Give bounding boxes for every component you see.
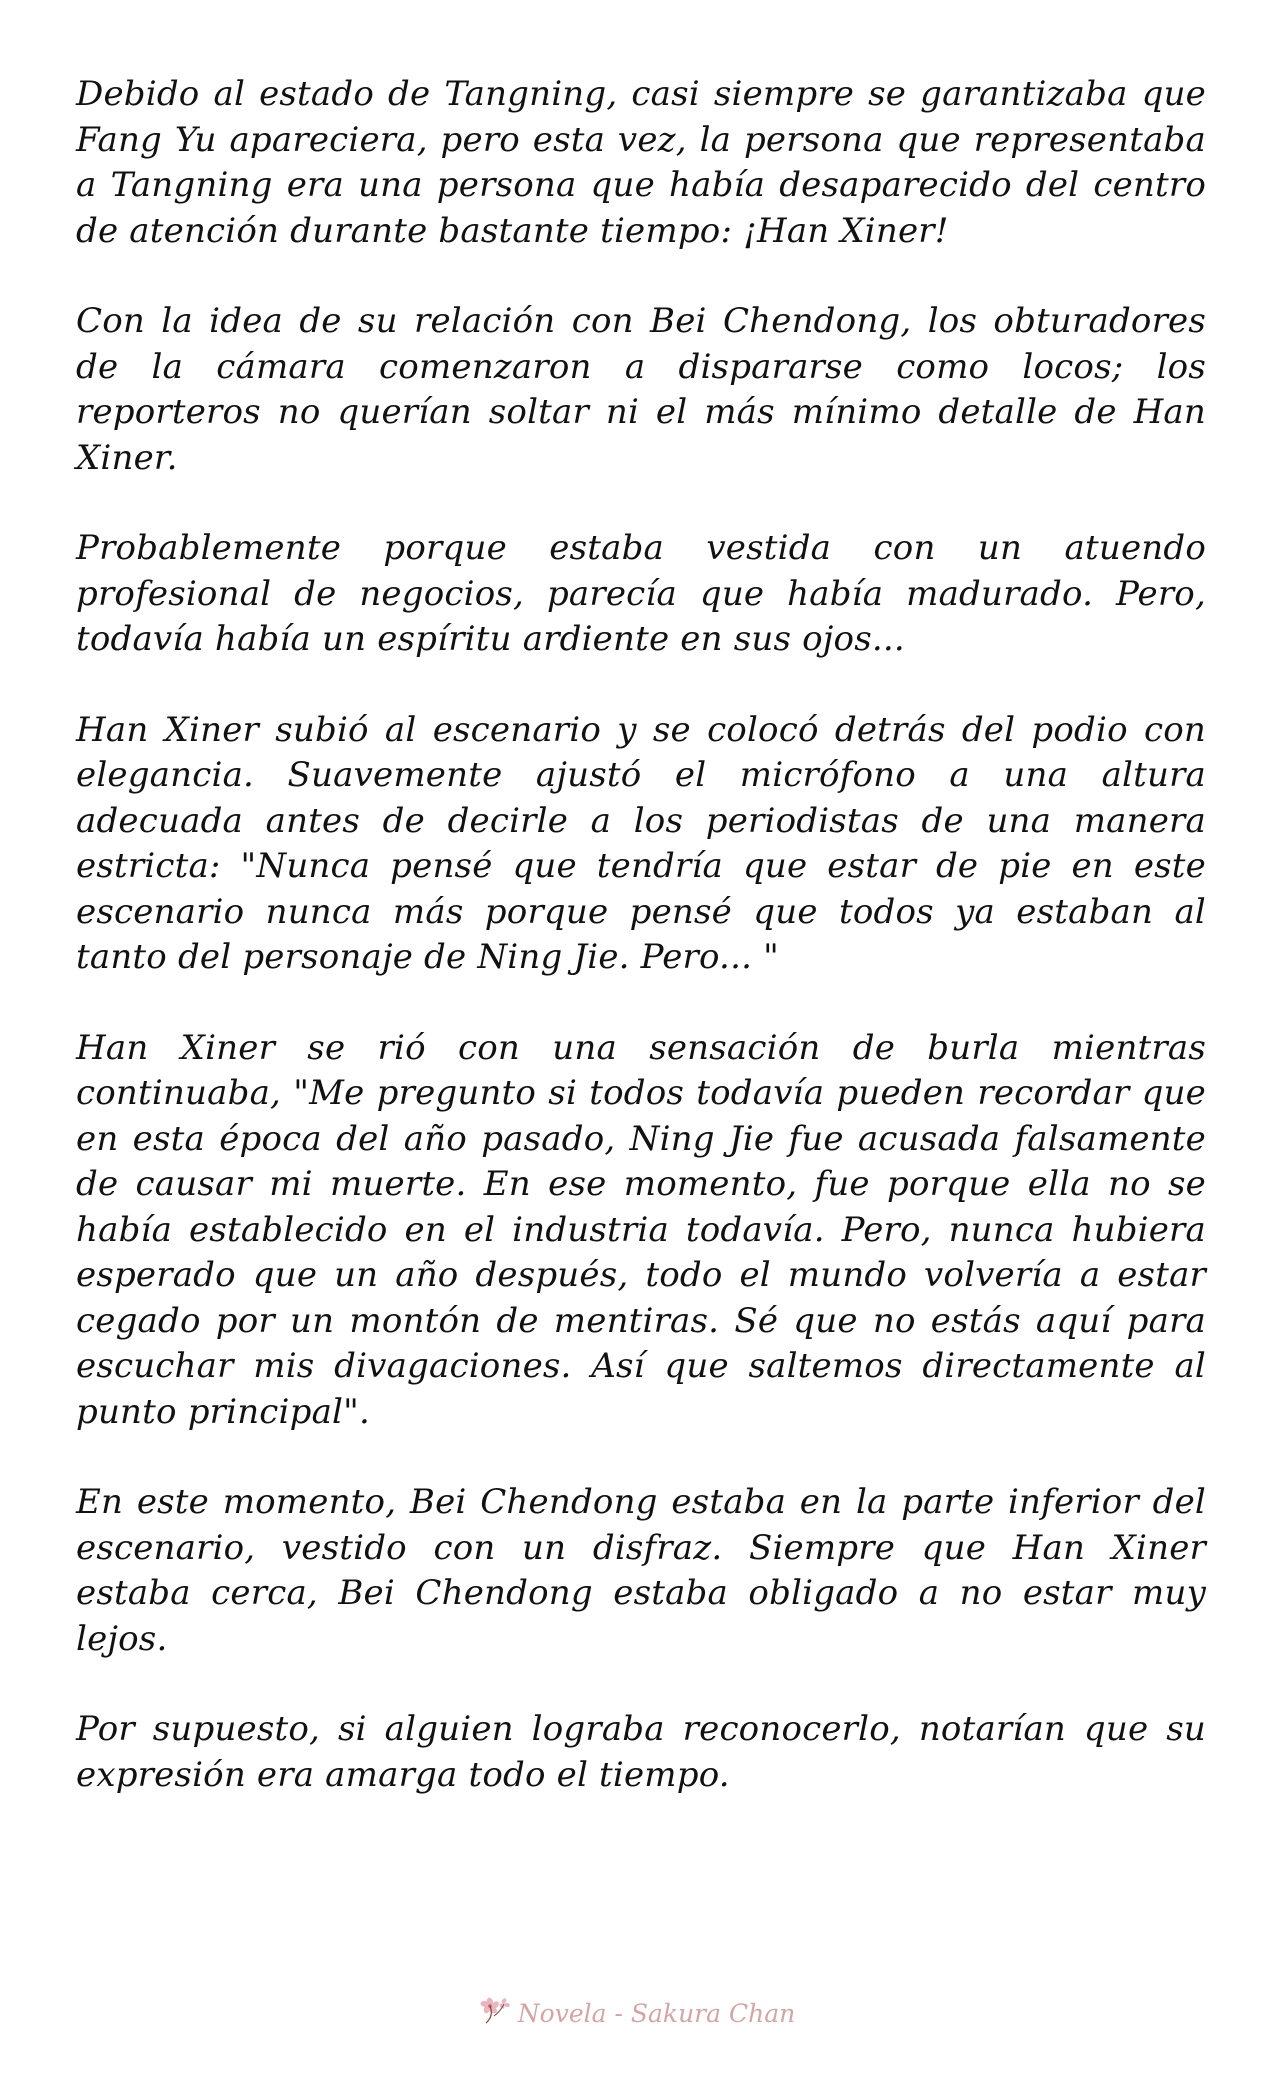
paragraph-7: Por supuesto, si alguien lograba reconocerlo, notarían que su expresión era amarga todo el tiempo. — [76, 1709, 1206, 1795]
paragraph-5: Han Xiner se rió con una sensación de burla mientras continuaba, "Me pregunto si todos todavía pueden recordar que en esta época del año pasado, Ning Jie fue acusada falsamente de causar mi muerte. En ese momento, fue porque ella no se había establecido en el industria todavía. Pero, nunca hubiera esperado que un año después, todo el mundo volvería a estar cegado por un montón de mentiras. Sé que no estás aquí para escuchar mis divagaciones. Así que saltemos directamente al punto principal". — [76, 1027, 1206, 1432]
paragraph-1: Debido al estado de Tangning, casi siempre se garantizaba que Fang Yu apareciera, pero esta vez, la persona que representaba a Tangning era una persona que había desaparecido del centro de atención durante bastante tiempo: ¡Han Xiner! — [76, 74, 1206, 251]
document-body — [76, 72, 1206, 1843]
paragraph-6: En este momento, Bei Chendong estaba en la parte inferior del escenario, vestido con un disfraz. Siempre que Han Xiner estaba cerca, Bei Chendong estaba obligado a no estar muy lejos. — [76, 1482, 1206, 1659]
paragraph-2: Con la idea de su relación con Bei Chendong, los obturadores de la cámara comenzaron a dispararse como locos; los reporteros no querían soltar ni el más mínimo detalle de Han Xiner. — [76, 301, 1206, 478]
sakura-flower-icon — [480, 1996, 512, 2026]
paragraph-4: Han Xiner subió al escenario y se colocó detrás del podio con elegancia. Suavemente ajustó el micrófono a una altura adecuada antes de decirle a los periodistas de una manera estricta: "Nunca pensé que tendría que estar de pie en este escenario nunca más porque pensé que todos ya estaban al tanto del personaje de Ning Jie. Pero... " — [76, 709, 1206, 977]
watermark — [0, 1996, 1275, 2028]
watermark-text: Novela - Sakura Chan — [517, 1999, 796, 2028]
paragraph-3: Probablemente porque estaba vestida con un atuendo profesional de negocios, parecía que había madurado. Pero, todavía había un espíritu ardiente en sus ojos... — [76, 528, 1206, 659]
